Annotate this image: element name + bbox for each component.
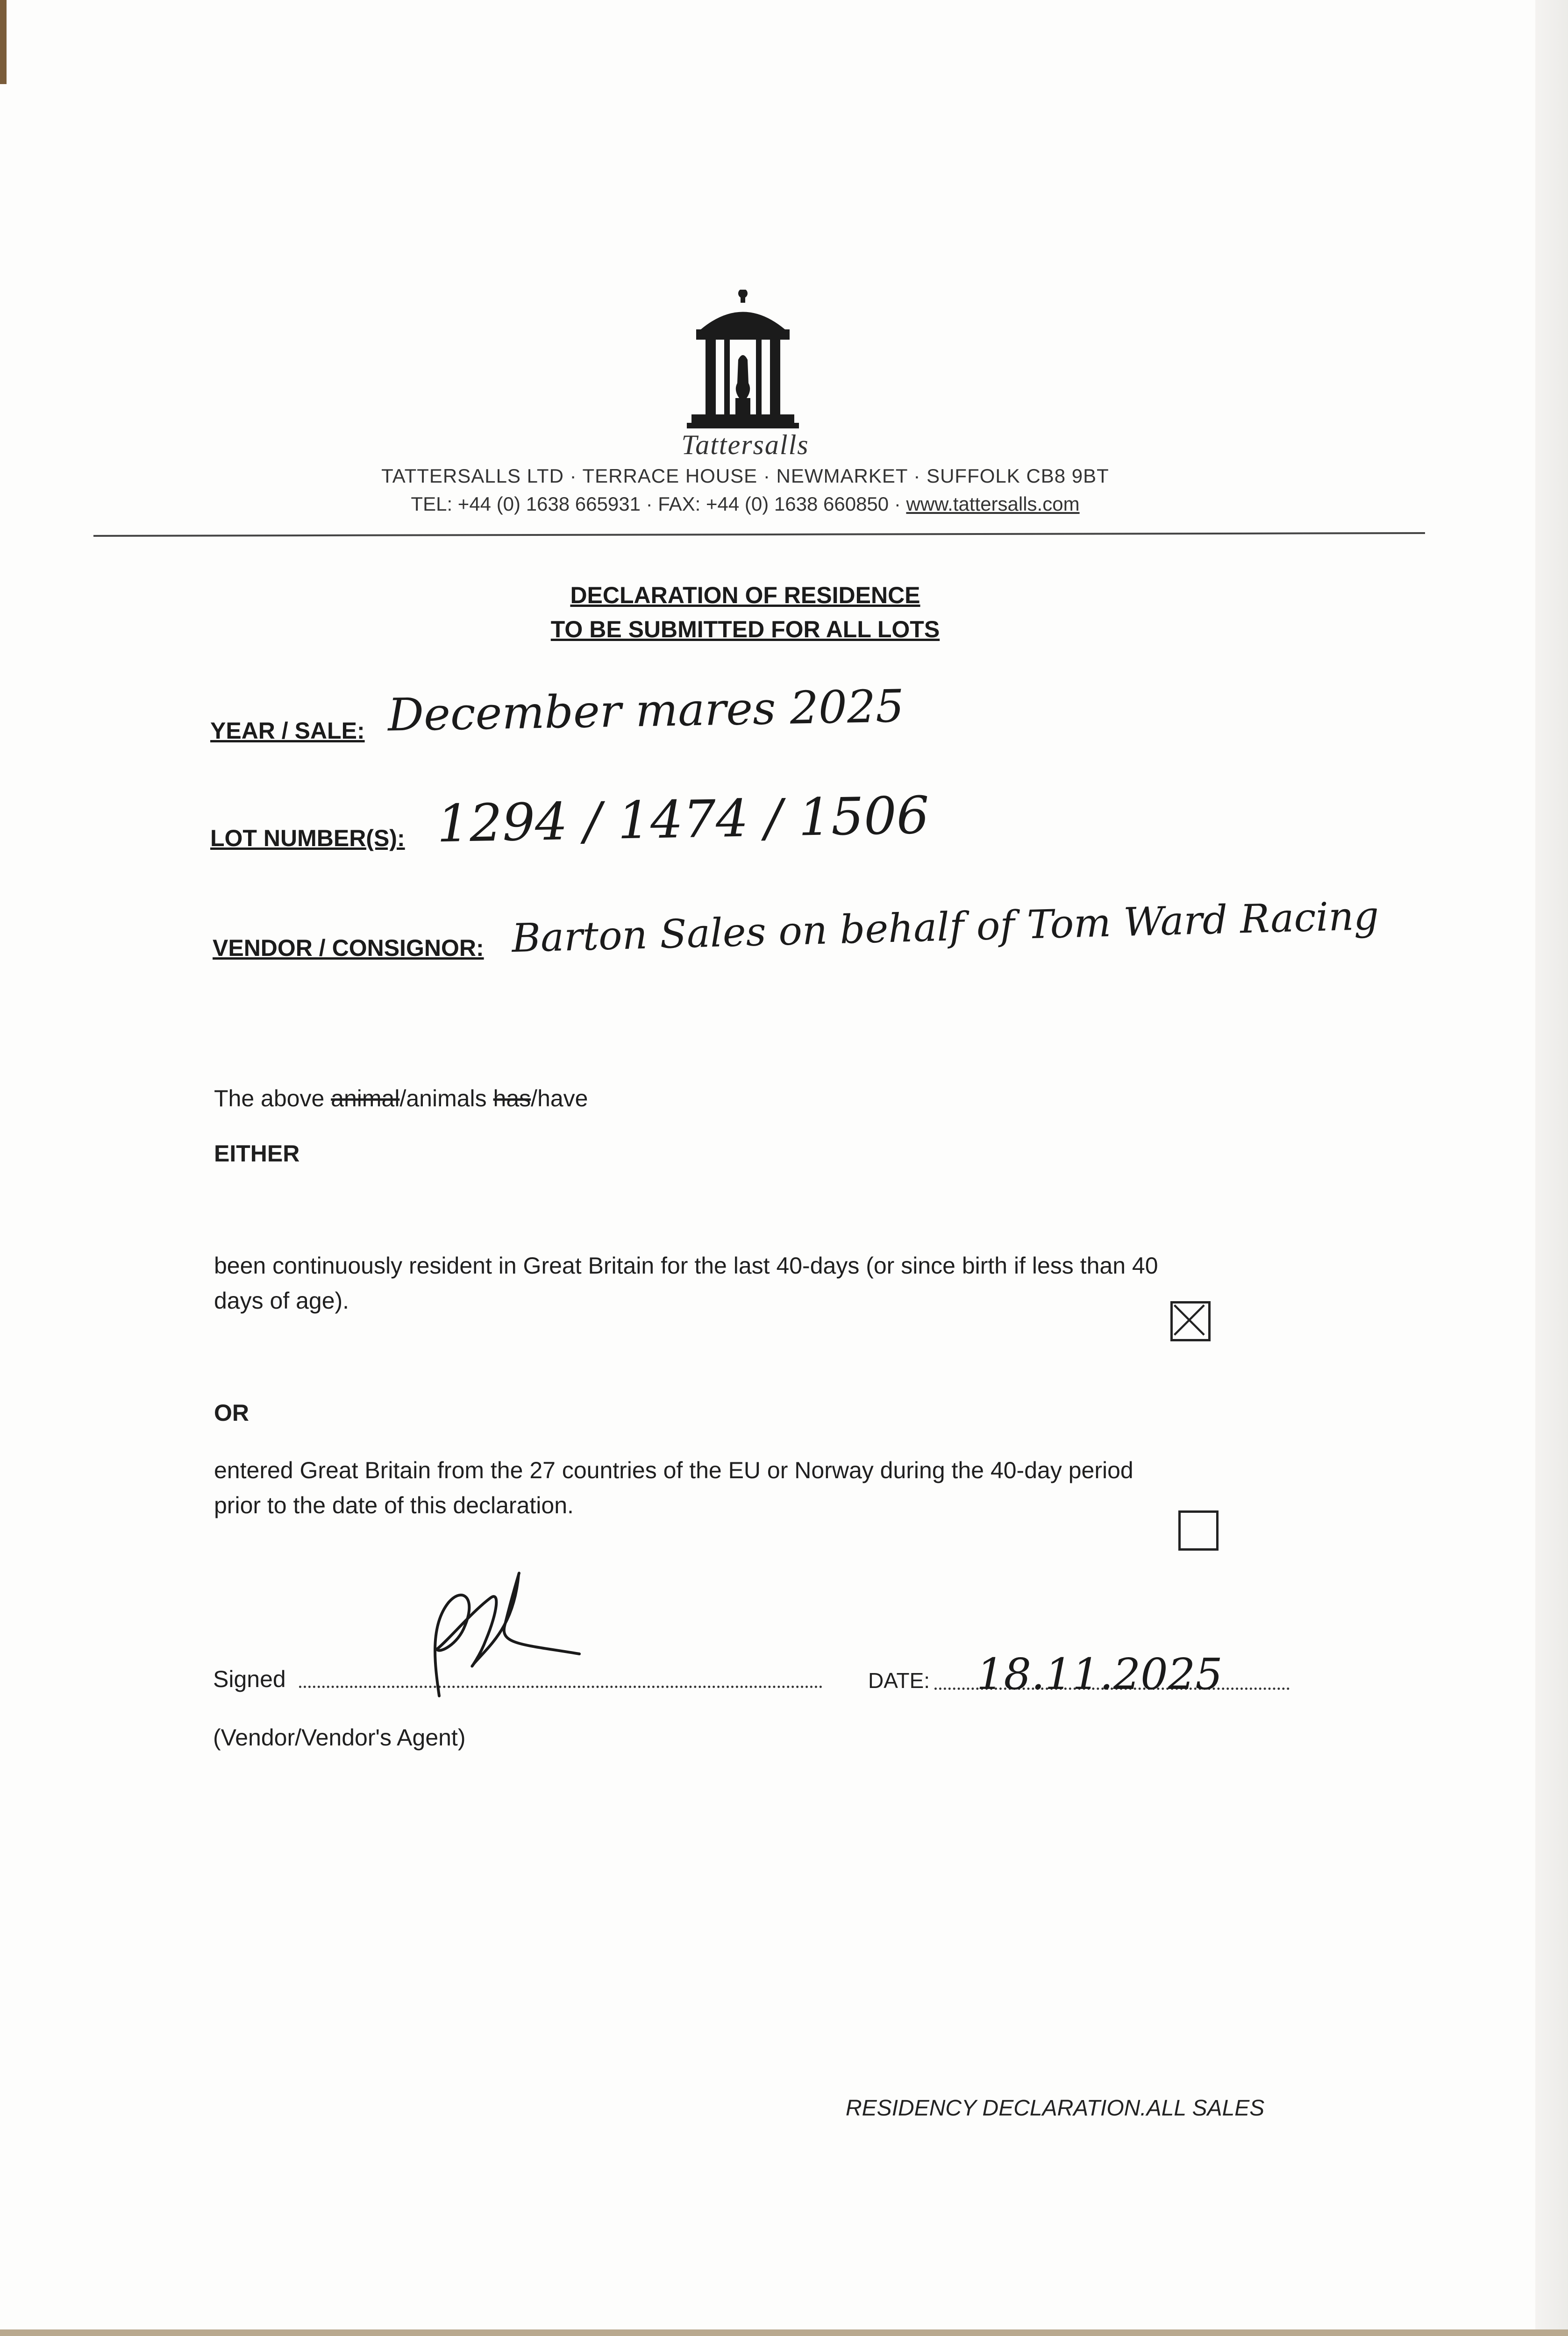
- website-link[interactable]: www.tattersalls.com: [906, 493, 1080, 515]
- option2-line1: entered Great Britain from the 27 countries of the EU or Norway during the 40-day period: [214, 1457, 1133, 1483]
- page-edge-shadow: [0, 0, 7, 84]
- either-heading: EITHER: [214, 1140, 300, 1167]
- page-edge-shadow: [0, 2329, 1568, 2336]
- company-contact: [0, 493, 1490, 515]
- date-label: DATE:: [868, 1668, 930, 1693]
- year-sale-value[interactable]: December mares 2025: [387, 680, 905, 741]
- statement-intro: [214, 1085, 588, 1112]
- date-value[interactable]: 18.11.2025: [976, 1649, 1223, 1699]
- statement-animals: /animals: [399, 1085, 493, 1111]
- or-heading: OR: [214, 1400, 249, 1426]
- option1-line1: been continuously resident in Great Britain for the last 40-days (or since birth if less than 40: [214, 1253, 1158, 1279]
- cross-mark-icon: [1173, 1303, 1208, 1339]
- struck-has: has: [493, 1085, 531, 1111]
- header-divider: [93, 532, 1425, 537]
- option1-checkbox[interactable]: [1170, 1301, 1211, 1341]
- vendor-label: VENDOR / CONSIGNOR:: [213, 935, 484, 961]
- company-address: TATTERSALLS LTD · TERRACE HOUSE · NEWMARKET · SUFFOLK CB8 9BT: [381, 465, 1109, 487]
- vendor-value[interactable]: Barton Sales on behalf of Tom Ward Racing: [511, 892, 1380, 961]
- year-sale-label: YEAR / SALE:: [210, 718, 365, 744]
- agent-label: (Vendor/Vendor's Agent): [213, 1724, 466, 1751]
- signature-icon: [421, 1570, 589, 1705]
- tattersalls-logo-icon: [687, 290, 799, 430]
- option2-line2: prior to the date of this declaration.: [214, 1492, 574, 1518]
- form-subtitle: TO BE SUBMITTED FOR ALL LOTS: [550, 616, 940, 642]
- brand-name: Tattersalls: [681, 429, 809, 460]
- page-edge-shadow: [1535, 0, 1568, 2336]
- form-title: DECLARATION OF RESIDENCE: [570, 582, 920, 608]
- struck-animal: animal: [331, 1085, 400, 1111]
- contact-phone-fax: TEL: +44 (0) 1638 665931 · FAX: +44 (0) 1638 660850 ·: [411, 493, 906, 515]
- signed-label: Signed: [213, 1666, 286, 1692]
- statement-have: /have: [531, 1085, 588, 1111]
- lot-numbers-value[interactable]: 1294 / 1474 / 1506: [436, 785, 930, 854]
- option1-line2: days of age).: [214, 1288, 349, 1314]
- option2-checkbox[interactable]: [1178, 1510, 1219, 1551]
- lot-numbers-label: LOT NUMBER(S):: [210, 825, 405, 851]
- statement-prefix: The above: [214, 1085, 331, 1111]
- footer-reference: RESIDENCY DECLARATION.ALL SALES: [846, 2096, 1265, 2121]
